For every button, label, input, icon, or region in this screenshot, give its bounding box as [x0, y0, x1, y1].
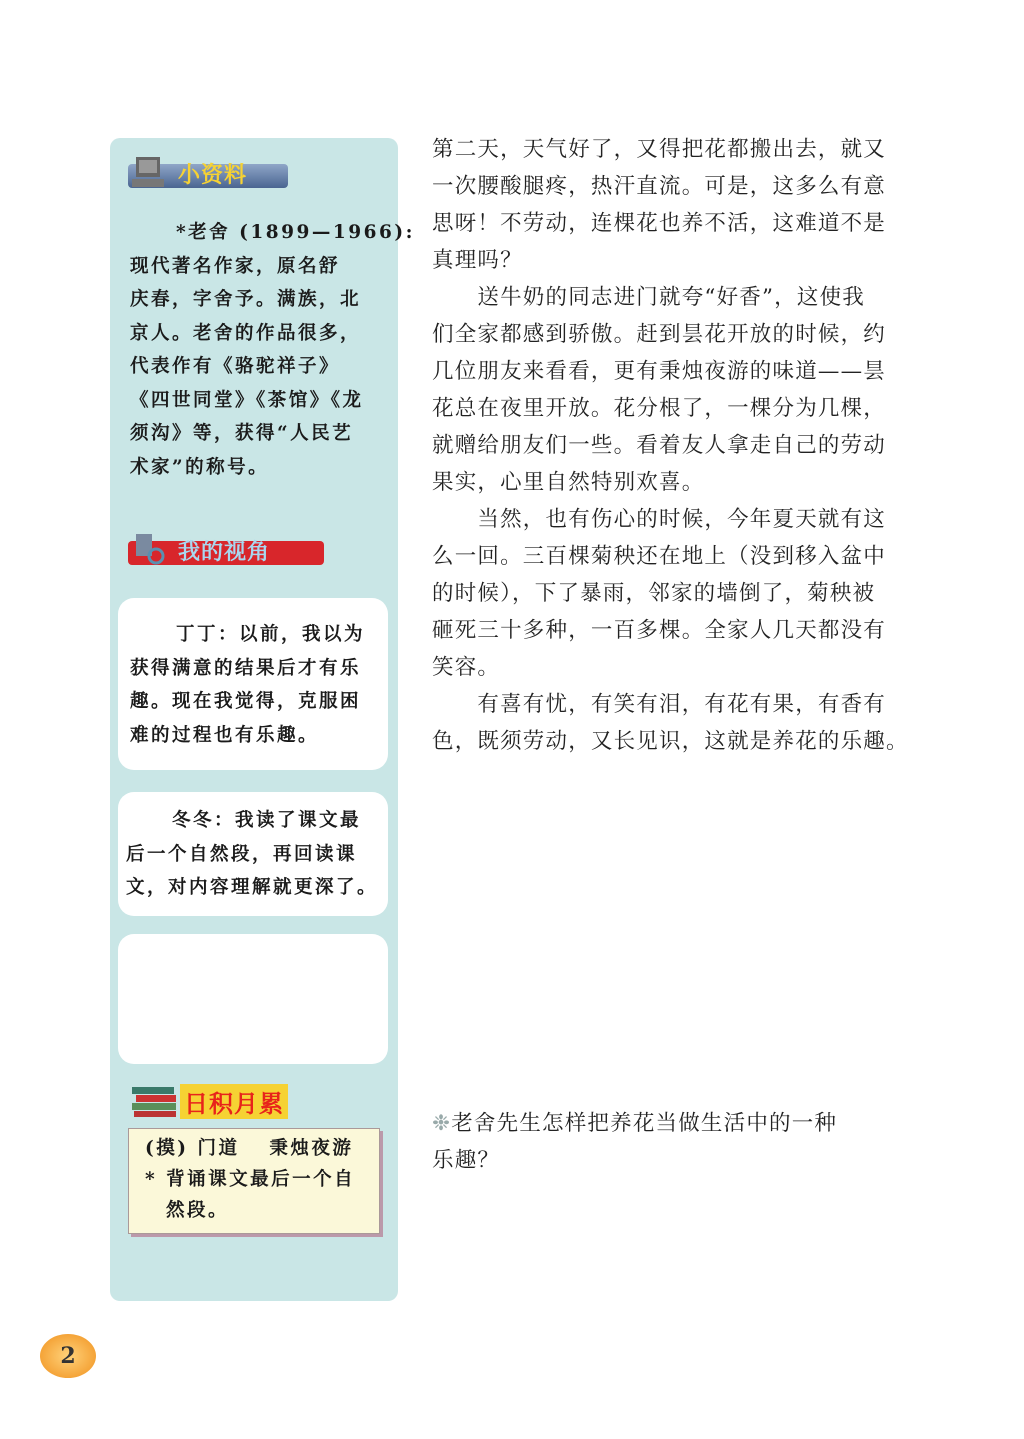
- text-line: 有喜有忧，有笑有泪，有花有果，有香有: [432, 692, 887, 717]
- text-line: 色，既须劳动，又长见识，这就是养花的乐趣。: [432, 729, 909, 754]
- text-line: 笑容。: [432, 655, 501, 680]
- computer-icon: [128, 155, 168, 191]
- text-line: 真理吗？: [432, 248, 523, 273]
- views-title: 我的视角: [178, 539, 271, 565]
- sidebar: [110, 138, 415, 1301]
- accumulate-header: [130, 1084, 310, 1118]
- text-line: 的时候），下了暴雨，邻家的墙倒了，菊秧被: [432, 581, 876, 606]
- text-line: 思呀！不劳动，连棵花也养不活，这难道不是: [432, 211, 887, 236]
- accumulate-note: (摸) 门道 秉烛夜游 * 背诵课文最后一个自 然段。: [128, 1128, 380, 1234]
- text-line: 花总在夜里开放。花分根了，一棵分为几棵，: [432, 396, 887, 421]
- books-icon: [130, 1083, 170, 1119]
- accumulate-title: 日积月累: [180, 1084, 288, 1119]
- info-header: [128, 156, 288, 190]
- blank-answer-card[interactable]: [118, 934, 388, 1064]
- info-text: *老舍 (1899—1966): 现代著名作家，原名舒 庆春，字舍予。满族，北 京人。老舍的作品很多， 代表作有《骆驼祥子》 《四世同堂》《茶馆》《龙 须沟》等，获得“人民艺 术家”的称号。: [130, 222, 415, 478]
- flower-icon: ❉: [432, 1111, 452, 1136]
- views-header: [128, 533, 324, 567]
- question: ❉老舍先生怎样把养花当做生活中的一种 乐趣？: [432, 1111, 838, 1173]
- info-title: 小资料: [178, 162, 248, 188]
- magnifier-icon: [128, 532, 168, 568]
- main-text: [432, 131, 912, 760]
- text-line: 就赠给朋友们一些。看着友人拿走自己的劳动: [432, 433, 887, 458]
- text-line: 一次腰酸腿疼，热汗直流。可是，这多么有意: [432, 174, 887, 199]
- text-line: 当然，也有伤心的时候，今年夏天就有这: [432, 507, 887, 532]
- dongdong-card: 冬冬：我读了课文最 后一个自然段，再回读课 文，对内容理解就更深了。: [118, 792, 388, 916]
- text-line: 果实，心里自然特别欢喜。: [432, 470, 705, 495]
- page-number: 2: [40, 1334, 96, 1378]
- text-line: 几位朋友来看看，更有秉烛夜游的味道——昙: [432, 359, 887, 384]
- text-line: 们全家都感到骄傲。赶到昙花开放的时候，约: [432, 322, 887, 347]
- dingding-card: 丁丁：以前，我以为 获得满意的结果后才有乐 趣。现在我觉得，克服困 难的过程也有乐趣。: [118, 598, 388, 770]
- text-line: 砸死三十多种，一百多棵。全家人几天都没有: [432, 618, 887, 643]
- text-line: 第二天，天气好了，又得把花都搬出去，就又: [432, 137, 887, 162]
- text-line: 送牛奶的同志进门就夸“好香”，这使我: [432, 285, 865, 310]
- text-line: 么一回。三百棵菊秧还在地上（没到移入盆中: [432, 544, 887, 569]
